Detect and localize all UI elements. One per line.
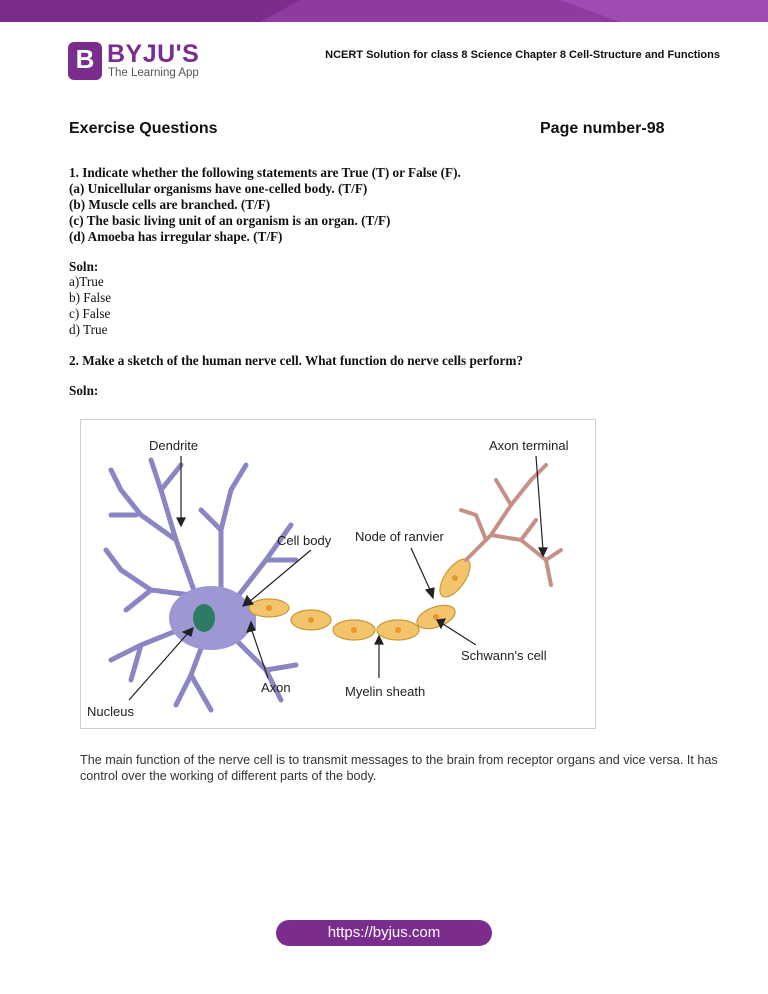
answer-c: c) False xyxy=(69,306,111,321)
footer-url-link[interactable]: https://byjus.com xyxy=(276,920,492,946)
question-1-part-c: (c) The basic living unit of an organism is an organ. (T/F) xyxy=(69,213,391,228)
solution-label-2: Soln: xyxy=(69,383,99,398)
label-dendrite: Dendrite xyxy=(149,438,199,453)
document-title: NCERT Solution for class 8 Science Chapter 8 Cell-Structure and Functions xyxy=(325,49,720,61)
nerve-cell-function-text: The main function of the nerve cell is to transmit messages to the brain from receptor organs and vice versa. It has control over the working of different parts of the body. xyxy=(80,753,718,783)
label-axon: Axon xyxy=(261,680,291,695)
logo-mark: B xyxy=(68,42,102,80)
answer-a: a)True xyxy=(69,274,104,289)
nucleus-shape xyxy=(193,604,215,632)
nerve-cell-diagram xyxy=(80,419,596,729)
brand-tagline: The Learning App xyxy=(108,67,199,79)
label-myelin-sheath: Myelin sheath xyxy=(345,684,426,699)
question-1: 1. Indicate whether the following statements are True (T) or False (F). xyxy=(69,165,461,180)
question-1-part-a: (a) Unicellular organisms have one-celled body. (T/F) xyxy=(69,181,368,196)
question-2: 2. Make a sketch of the human nerve cell. What function do nerve cells perform? xyxy=(69,353,523,368)
label-schwanns-cell: Schwann's cell xyxy=(461,648,547,663)
answer-d: d) True xyxy=(69,322,108,337)
byjus-logo xyxy=(68,42,220,84)
question-1-part-b: (b) Muscle cells are branched. (T/F) xyxy=(69,197,271,212)
question-1-part-d: (d) Amoeba has irregular shape. (T/F) xyxy=(69,229,283,244)
page-number: Page number-98 xyxy=(540,120,665,137)
section-title: Exercise Questions xyxy=(69,120,218,137)
label-cell-body: Cell body xyxy=(277,533,332,548)
axon-terminals xyxy=(461,465,561,585)
brand-name: BYJU'S xyxy=(107,40,200,68)
label-nucleus: Nucleus xyxy=(87,704,134,719)
solution-label-1: Soln: xyxy=(69,259,99,274)
answer-b: b) False xyxy=(69,290,112,305)
top-banner-bar xyxy=(0,0,768,22)
dendrites xyxy=(106,460,296,710)
label-axon-terminal: Axon terminal xyxy=(489,438,569,453)
label-node-of-ranvier: Node of ranvier xyxy=(355,529,444,544)
